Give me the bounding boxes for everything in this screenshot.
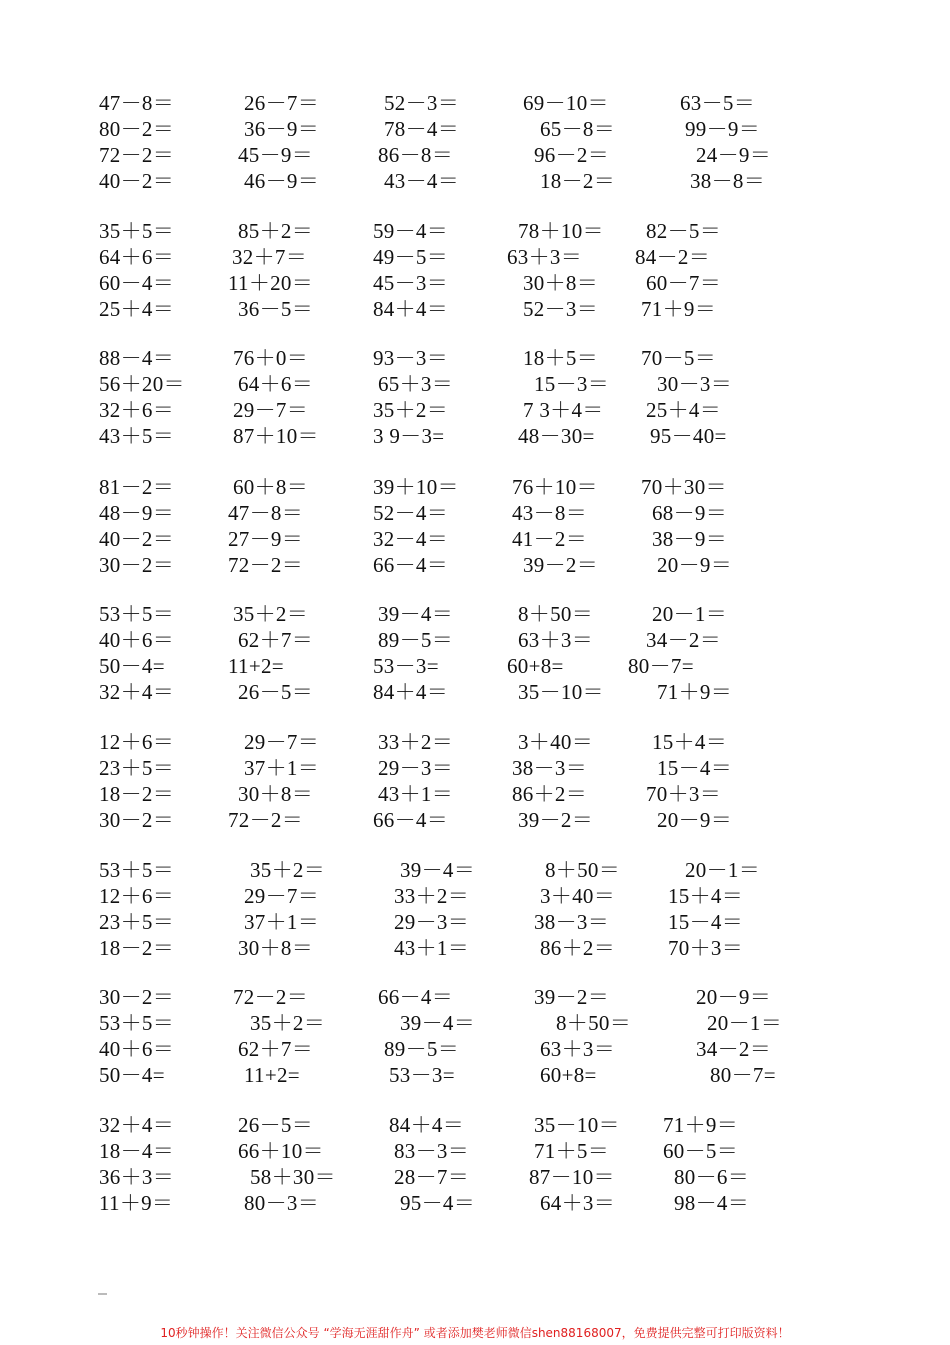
problem-row — [0, 1010, 950, 1036]
problem: 43＋1＝ — [378, 782, 453, 806]
problem: 70＋3＝ — [646, 782, 721, 806]
problem: 45－9＝ — [238, 143, 313, 167]
problem: 15－4＝ — [668, 910, 743, 934]
problem: 63－5＝ — [680, 91, 755, 115]
problem: 24－9＝ — [696, 143, 771, 167]
problem: 12＋6＝ — [99, 884, 174, 908]
problem: 63＋3＝ — [540, 1037, 615, 1061]
problem: 39＋10＝ — [373, 475, 459, 499]
footer-note: 10秒钟操作！关注微信公众号 “学海无涯甜作舟” 或者添加樊老师微信shen88168007，免费提供完整可打印版资料！ — [160, 1326, 790, 1340]
problem: 64＋6＝ — [99, 245, 174, 269]
problem: 86－8＝ — [378, 143, 453, 167]
problem-row — [0, 552, 950, 578]
problem: 66－4＝ — [373, 553, 448, 577]
problem: 53＋5＝ — [99, 602, 174, 626]
problem: 18－2＝ — [540, 169, 615, 193]
problem: 72－2＝ — [228, 553, 303, 577]
problem: 3＋40＝ — [518, 730, 593, 754]
problem: 48－30= — [518, 424, 595, 448]
problem-row — [0, 1164, 950, 1190]
problem: 20－1＝ — [652, 602, 727, 626]
problem: 39－4＝ — [400, 858, 475, 882]
problem: 95－40= — [650, 424, 727, 448]
problem: 11+2= — [244, 1063, 300, 1087]
problem: 40－2＝ — [99, 169, 174, 193]
problem: 71＋9＝ — [641, 297, 716, 321]
problem: 30＋8＝ — [238, 936, 313, 960]
problem: 84＋4＝ — [389, 1113, 464, 1137]
problem-row — [0, 526, 950, 552]
problem-row — [0, 909, 950, 935]
problem: 60+8= — [507, 654, 564, 678]
problem: 43＋1＝ — [394, 936, 469, 960]
problem-block-6 — [0, 729, 950, 833]
problem: 65＋3＝ — [378, 372, 453, 396]
problem: 85＋2＝ — [238, 219, 313, 243]
problem: 39－2＝ — [523, 553, 598, 577]
problem: 39－2＝ — [518, 808, 593, 832]
problem: 11＋20＝ — [228, 271, 314, 295]
problem: 56＋20＝ — [99, 372, 185, 396]
problem: 39－2＝ — [534, 985, 609, 1009]
problem: 60+8= — [540, 1063, 597, 1087]
problem: 49－5＝ — [373, 245, 448, 269]
problem: 82－5＝ — [646, 219, 721, 243]
problem: 71＋9＝ — [663, 1113, 738, 1137]
problem: 58＋30＝ — [250, 1165, 336, 1189]
problem-row — [0, 500, 950, 526]
problem: 30－2＝ — [99, 553, 174, 577]
problem: 36－5＝ — [238, 297, 313, 321]
problem-row — [0, 679, 950, 705]
problem: 20－1＝ — [707, 1011, 782, 1035]
problem: 38－9＝ — [652, 527, 727, 551]
problem-row — [0, 345, 950, 371]
problem: 41－2＝ — [512, 527, 587, 551]
problem: 20－9＝ — [696, 985, 771, 1009]
problem: 37＋1＝ — [244, 756, 319, 780]
problem: 8＋50＝ — [518, 602, 593, 626]
problem-block-3 — [0, 345, 950, 449]
problem: 32＋7＝ — [232, 245, 307, 269]
problem: 83－3＝ — [394, 1139, 469, 1163]
problem: 35＋2＝ — [373, 398, 448, 422]
problem: 81－2＝ — [99, 475, 174, 499]
problem-row — [0, 168, 950, 194]
problem: 76＋0＝ — [233, 346, 308, 370]
problem-row — [0, 755, 950, 781]
problem: 40－2＝ — [99, 527, 174, 551]
problem: 88－4＝ — [99, 346, 174, 370]
problem: 8＋50＝ — [545, 858, 620, 882]
problem: 89－5＝ — [384, 1037, 459, 1061]
problem: 23＋5＝ — [99, 910, 174, 934]
problem-row — [0, 218, 950, 244]
problem: 29－7＝ — [233, 398, 308, 422]
problem-row — [0, 1138, 950, 1164]
problem: 38－3＝ — [512, 756, 587, 780]
problem: 30－3＝ — [657, 372, 732, 396]
problem: 50－4= — [99, 654, 165, 678]
problem: 80－3＝ — [244, 1191, 319, 1215]
problem: 25＋4＝ — [646, 398, 721, 422]
problem: 70＋30＝ — [641, 475, 727, 499]
problem: 69－10＝ — [523, 91, 609, 115]
problem: 36－9＝ — [244, 117, 319, 141]
problem: 66＋10＝ — [238, 1139, 324, 1163]
problem: 8＋50＝ — [556, 1011, 631, 1035]
problem: 26－7＝ — [244, 91, 319, 115]
problem: 84－2＝ — [635, 245, 710, 269]
problem: 93－3＝ — [373, 346, 448, 370]
problem: 33＋2＝ — [394, 884, 469, 908]
problem: 30－2＝ — [99, 985, 174, 1009]
problem-row — [0, 116, 950, 142]
problem: 35＋2＝ — [233, 602, 308, 626]
problem: 35－10＝ — [518, 680, 604, 704]
problem: 33＋2＝ — [378, 730, 453, 754]
problem-row — [0, 244, 950, 270]
problem-row — [0, 984, 950, 1010]
problem: 53＋5＝ — [99, 858, 174, 882]
problem: 68－9＝ — [652, 501, 727, 525]
problem: 48－9＝ — [99, 501, 174, 525]
problem: 27－9＝ — [228, 527, 303, 551]
problem: 15－4＝ — [657, 756, 732, 780]
problem: 59－4＝ — [373, 219, 448, 243]
problem: 53－3= — [389, 1063, 455, 1087]
problem: 7 3＋4＝ — [523, 398, 604, 422]
problem: 60－4＝ — [99, 271, 174, 295]
problem: 36＋3＝ — [99, 1165, 174, 1189]
problem: 25＋4＝ — [99, 297, 174, 321]
problem: 66－4＝ — [373, 808, 448, 832]
problem: 70－5＝ — [641, 346, 716, 370]
problem: 86＋2＝ — [540, 936, 615, 960]
problem: 15＋4＝ — [652, 730, 727, 754]
problem: 34－2＝ — [696, 1037, 771, 1061]
problem: 28－7＝ — [394, 1165, 469, 1189]
problem: 15＋4＝ — [668, 884, 743, 908]
problem-block-1 — [0, 90, 950, 194]
problem: 40＋6＝ — [99, 628, 174, 652]
problem: 76＋10＝ — [512, 475, 598, 499]
problem: 62＋7＝ — [238, 1037, 313, 1061]
problem: 39－4＝ — [400, 1011, 475, 1035]
problem: 3 9－3= — [373, 424, 445, 448]
problem: 3＋40＝ — [540, 884, 615, 908]
problem: 53－3= — [373, 654, 439, 678]
problem: 95－4＝ — [400, 1191, 475, 1215]
problem: 35－10＝ — [534, 1113, 620, 1137]
problem: 20－9＝ — [657, 553, 732, 577]
problem: 32－4＝ — [373, 527, 448, 551]
problem: 20－1＝ — [685, 858, 760, 882]
problem: 39－4＝ — [378, 602, 453, 626]
problem-row — [0, 1062, 950, 1088]
problem: 38－3＝ — [534, 910, 609, 934]
problem: 60－5＝ — [663, 1139, 738, 1163]
problem: 84＋4＝ — [373, 680, 448, 704]
problem: 47－8＝ — [99, 91, 174, 115]
problem: 96－2＝ — [534, 143, 609, 167]
problem: 43－8＝ — [512, 501, 587, 525]
problem: 47－8＝ — [228, 501, 303, 525]
problem: 52－4＝ — [373, 501, 448, 525]
problem: 70＋3＝ — [668, 936, 743, 960]
problem-row — [0, 397, 950, 423]
problem-block-7 — [0, 857, 950, 961]
problem: 80－2＝ — [99, 117, 174, 141]
problem: 32＋6＝ — [99, 398, 174, 422]
problem: 18－2＝ — [99, 782, 174, 806]
problem: 34－2＝ — [646, 628, 721, 652]
problem: 72－2＝ — [99, 143, 174, 167]
problem-row — [0, 474, 950, 500]
problem-row — [0, 781, 950, 807]
problem: 11+2= — [228, 654, 284, 678]
problem: 29－3＝ — [378, 756, 453, 780]
problem: 71＋9＝ — [657, 680, 732, 704]
problem: 43－4＝ — [384, 169, 459, 193]
problem: 63＋3＝ — [518, 628, 593, 652]
problem: 32＋4＝ — [99, 680, 174, 704]
problem: 52－3＝ — [384, 91, 459, 115]
problem: 20－9＝ — [657, 808, 732, 832]
problem: 78－4＝ — [384, 117, 459, 141]
problem-row — [0, 653, 950, 679]
problem-row — [0, 627, 950, 653]
problem: 71＋5＝ — [534, 1139, 609, 1163]
problem-row — [0, 90, 950, 116]
problem: 38－8＝ — [690, 169, 765, 193]
problem-row — [0, 857, 950, 883]
problem: 72－2＝ — [228, 808, 303, 832]
problem: 78＋10＝ — [518, 219, 604, 243]
problem: 64＋3＝ — [540, 1191, 615, 1215]
problem: 18＋5＝ — [523, 346, 598, 370]
problem: 65－8＝ — [540, 117, 615, 141]
problem-row — [0, 883, 950, 909]
problem: 26－5＝ — [238, 680, 313, 704]
problem: 29－7＝ — [244, 730, 319, 754]
problem: 35＋2＝ — [250, 1011, 325, 1035]
problem: 98－4＝ — [674, 1191, 749, 1215]
problem-row — [0, 1036, 950, 1062]
problem: 18－2＝ — [99, 936, 174, 960]
problem-row — [0, 270, 950, 296]
problem: 15－3＝ — [534, 372, 609, 396]
problem-row — [0, 935, 950, 961]
problem: 80－6＝ — [674, 1165, 749, 1189]
problem: 84＋4＝ — [373, 297, 448, 321]
problem: 60＋8＝ — [233, 475, 308, 499]
problem-row — [0, 601, 950, 627]
problem-block-2 — [0, 218, 950, 322]
problem: 52－3＝ — [523, 297, 598, 321]
problem: 87＋10＝ — [233, 424, 319, 448]
problem: 37＋1＝ — [244, 910, 319, 934]
problem-row — [0, 729, 950, 755]
problem-row — [0, 1112, 950, 1138]
problem: 87－10＝ — [529, 1165, 615, 1189]
problem-block-9 — [0, 1112, 950, 1216]
problem: 32＋4＝ — [99, 1113, 174, 1137]
problem: 29－3＝ — [394, 910, 469, 934]
problem-block-8 — [0, 984, 950, 1088]
problem: 12＋6＝ — [99, 730, 174, 754]
problem: 11＋9＝ — [99, 1191, 174, 1215]
problem: 29－7＝ — [244, 884, 319, 908]
problem-row — [0, 296, 950, 322]
problem: 35＋2＝ — [250, 858, 325, 882]
problem: 89－5＝ — [378, 628, 453, 652]
problem: 30＋8＝ — [238, 782, 313, 806]
problem: 64＋6＝ — [238, 372, 313, 396]
problem: 43＋5＝ — [99, 424, 174, 448]
problem-row — [0, 1190, 950, 1216]
problem: 46－9＝ — [244, 169, 319, 193]
problem-block-4 — [0, 474, 950, 578]
problem: 30＋8＝ — [523, 271, 598, 295]
problem: 50－4= — [99, 1063, 165, 1087]
problem: 53＋5＝ — [99, 1011, 174, 1035]
problem: 63＋3＝ — [507, 245, 582, 269]
problem: 23＋5＝ — [99, 756, 174, 780]
problem: 80－7= — [628, 654, 694, 678]
problem: 66－4＝ — [378, 985, 453, 1009]
problem-row — [0, 423, 950, 449]
problem-row — [0, 807, 950, 833]
page-mark — [98, 1293, 107, 1295]
problem: 30－2＝ — [99, 808, 174, 832]
problem: 45－3＝ — [373, 271, 448, 295]
problem: 86＋2＝ — [512, 782, 587, 806]
problem-row — [0, 142, 950, 168]
problem-block-5 — [0, 601, 950, 705]
problem: 62＋7＝ — [238, 628, 313, 652]
problem: 72－2＝ — [233, 985, 308, 1009]
problem: 18－4＝ — [99, 1139, 174, 1163]
problem: 80－7= — [710, 1063, 776, 1087]
problem-row — [0, 371, 950, 397]
problem: 26－5＝ — [238, 1113, 313, 1137]
problem: 40＋6＝ — [99, 1037, 174, 1061]
problem: 35＋5＝ — [99, 219, 174, 243]
problem: 99－9＝ — [685, 117, 760, 141]
problem: 60－7＝ — [646, 271, 721, 295]
